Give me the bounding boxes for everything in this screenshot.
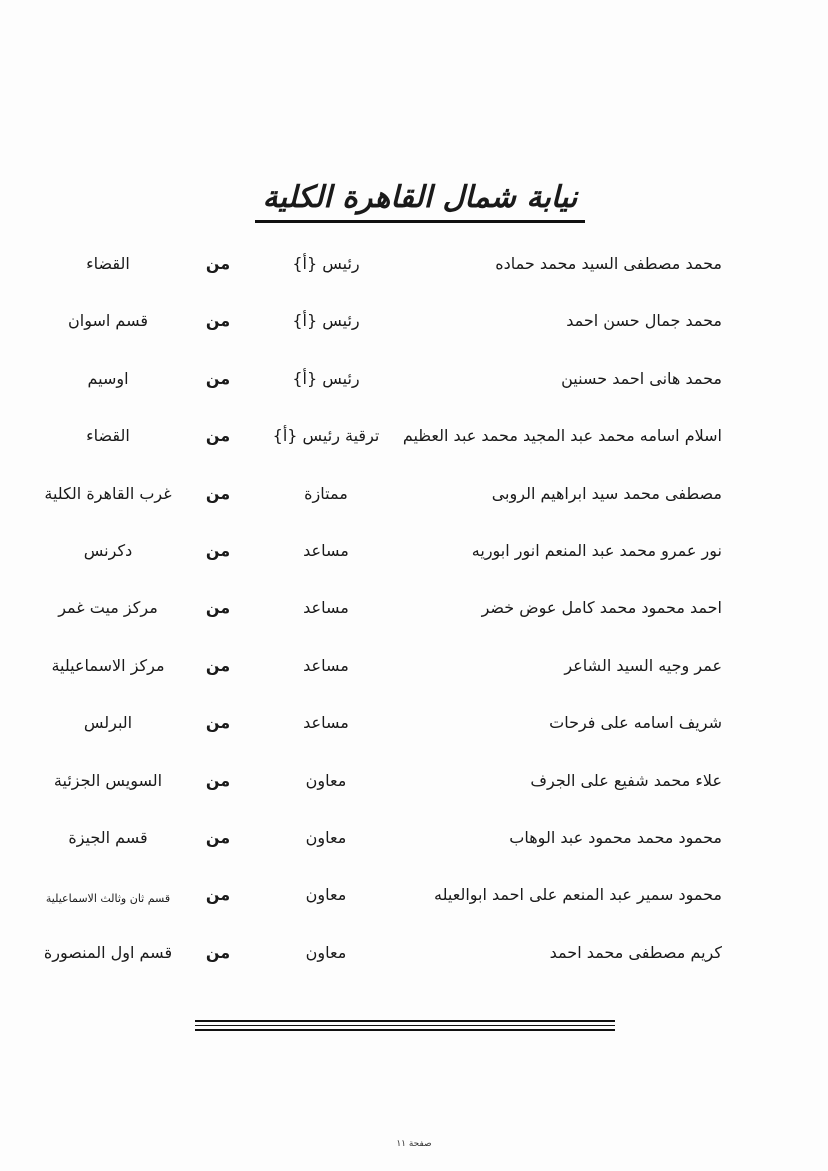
list-item xyxy=(0,242,828,299)
list-item xyxy=(0,529,828,586)
list-item xyxy=(0,931,828,988)
rank-label: رئيس {أ} xyxy=(292,368,360,388)
person-name: علاء محمد شفيع على الجرف xyxy=(530,770,722,790)
from-label: من xyxy=(205,655,231,675)
person-name: نور عمرو محمد عبد المنعم انور ابوريه xyxy=(471,540,722,560)
rank-label: مساعد xyxy=(303,598,349,618)
origin-label: قسم اسوان xyxy=(68,311,148,331)
from-label: من xyxy=(205,540,231,560)
origin-label: البرلس xyxy=(83,713,133,733)
person-name: شريف اسامه على فرحات xyxy=(549,713,722,733)
person-name: محمود سمير عبد المنعم على احمد ابوالعيله xyxy=(434,885,722,905)
rank-label: معاون xyxy=(305,885,347,905)
page-title-text: نيابة شمال القاهرة الكلية xyxy=(255,178,586,223)
person-name: كريم مصطفى محمد احمد xyxy=(549,942,722,962)
origin-label: قسم اول المنصورة xyxy=(43,942,173,962)
origin-label: القضاء xyxy=(86,254,130,273)
rank-label: رئيس {أ} xyxy=(292,311,360,331)
list-item xyxy=(0,586,828,643)
from-label: من xyxy=(205,885,231,905)
list-item xyxy=(0,414,828,471)
from-label: من xyxy=(205,311,231,331)
rank-label: مساعد xyxy=(303,655,349,675)
list-item xyxy=(0,299,828,356)
list-item xyxy=(0,759,828,816)
page-title xyxy=(0,178,828,223)
origin-label: القضاء xyxy=(86,426,130,446)
from-label: من xyxy=(205,713,231,733)
list-item xyxy=(0,472,828,529)
from-label: من xyxy=(205,368,231,388)
person-name: اسلام اسامه محمد عبد المجيد محمد عبد العظيم xyxy=(402,426,722,446)
person-name: مصطفى محمد سيد ابراهيم الروبى xyxy=(491,483,722,503)
person-name: محمود محمد محمود عبد الوهاب xyxy=(509,827,722,847)
rank-label: ممتازة xyxy=(304,483,348,503)
list-item xyxy=(0,873,828,930)
assignment-list xyxy=(0,242,828,988)
origin-label: قسم ثان وثالث الاسماعيلية xyxy=(45,892,171,906)
person-name: محمد هانى احمد حسنين xyxy=(561,368,722,388)
rank-label: مساعد xyxy=(303,713,349,733)
origin-label: اوسيم xyxy=(87,368,129,388)
list-item xyxy=(0,644,828,701)
list-item xyxy=(0,701,828,758)
rank-label: معاون xyxy=(305,770,347,790)
person-name: احمد محمود محمد كامل عوض خضر xyxy=(481,598,722,618)
list-item xyxy=(0,357,828,414)
divider-line xyxy=(195,1025,615,1026)
from-label: من xyxy=(205,483,231,503)
person-name: محمد جمال حسن احمد xyxy=(566,311,722,331)
divider-line xyxy=(195,1020,615,1022)
person-name: محمد مصطفى السيد محمد حماده xyxy=(495,254,722,273)
list-item xyxy=(0,816,828,873)
rank-label: ترقية رئيس {أ} xyxy=(272,426,380,446)
rank-label: رئيس {أ} xyxy=(292,254,360,273)
from-label: من xyxy=(205,770,231,790)
page-number: صفحة ١١ xyxy=(396,1139,432,1149)
rank-label: معاون xyxy=(305,827,347,847)
from-label: من xyxy=(205,254,231,273)
origin-label: قسم الجيزة xyxy=(68,827,148,847)
origin-label: غرب القاهرة الكلية xyxy=(44,483,172,503)
from-label: من xyxy=(205,827,231,847)
rank-label: مساعد xyxy=(303,540,349,560)
person-name: عمر وجيه السيد الشاعر xyxy=(564,655,722,675)
rank-label: معاون xyxy=(305,942,347,962)
origin-label: دكرنس xyxy=(83,540,133,560)
origin-label: السويس الجزئية xyxy=(53,770,163,790)
origin-label: مركز الاسماعيلية xyxy=(51,655,165,675)
from-label: من xyxy=(205,426,231,446)
origin-label: مركز ميت غمر xyxy=(58,598,158,618)
from-label: من xyxy=(205,598,231,618)
divider-line xyxy=(195,1029,615,1031)
from-label: من xyxy=(205,942,231,962)
